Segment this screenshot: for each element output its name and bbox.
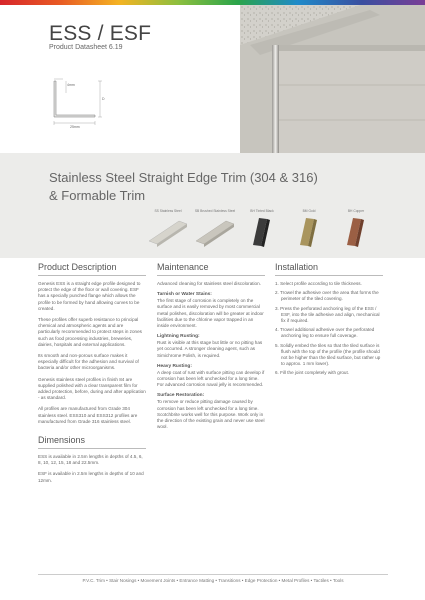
- footer-divider: [38, 574, 388, 575]
- swatch-label: BH Tinted Black: [250, 209, 274, 213]
- maintenance-column: [157, 262, 265, 435]
- swatch-tinted-black: [239, 209, 285, 249]
- profile-sample-icon: [286, 215, 332, 249]
- installation-steps: [275, 281, 383, 377]
- dim-width-label: 25mm: [70, 125, 80, 129]
- footer-product-range: P.V.C. Trim • Stair Nosings • Movement Joints • Entrance Matting • Transitions • Edge Protection • Metal Profiles • Tactiles • Tools: [82, 578, 344, 583]
- product-description-heading: Product Description: [38, 262, 146, 276]
- installation-step: 1. Select profile according to tile thickness.: [275, 281, 362, 286]
- finish-swatches: [145, 209, 380, 254]
- maintenance-paragraph: Rust is visible at this stage but little or no pitting has yet occurred. A stronger cleaning agent, such as Simichrome Polish, is required.: [157, 340, 263, 358]
- product-photo: [240, 5, 425, 153]
- description-paragraph: Genesis ESS is a straight edge profile designed to protect the edge of the floor or wall covering. ESF has a specially punched flange which allows the profile to be formed by hand allowing curves to be created.: [38, 281, 141, 311]
- maintenance-subheading: Tarnish or Water Stains:: [157, 292, 212, 298]
- swatch-brushed-stainless-steel: [192, 209, 238, 249]
- description-paragraph: All profiles are manufactured from Grade 304 stainless steel. ESS310 and ESS312 profiles are manufactured from Grade 316 stainless steel.: [38, 406, 138, 424]
- installation-step: 2. Trowel the adhesive over the area that forms the perimeter of the tiled covering.: [275, 290, 379, 302]
- dimensions-paragraph: ESS is available in 2.5m lengths in depths of 4.5, 6, 8, 10, 12, 15, 18 and 22.5mm.: [38, 454, 143, 466]
- product-name: [49, 169, 349, 205]
- installation-step: 4. Trowel additional adhesive over the perforated anchoring leg to ensure full coverage.: [275, 327, 375, 339]
- page-title: ESS / ESF: [49, 22, 152, 45]
- description-paragraph: Genesis stainless steel profiles in finish 84 are supplied polished with a clear transparent film for added protection, before, during and after application - as standard.: [38, 376, 146, 401]
- swatch-label: SB Brushed Stainless Steel: [194, 209, 236, 213]
- swatch-gold: [286, 209, 332, 249]
- description-paragraph: Its smooth and non-porous surface makes it especially difficult for the adhesion and survival of bacteria and/or other microorganisms.: [38, 353, 139, 371]
- profile-sample-icon: [145, 215, 191, 249]
- swatch-stainless-steel: [145, 209, 191, 249]
- installation-heading: Installation: [275, 262, 383, 276]
- maintenance-heading: Maintenance: [157, 262, 265, 276]
- installation-step: 5. Solidly embed the tiles so that the tiled surface is flush with the top of the profile (the profile should not be higher than the tiled surface, but rather up to approx. 1 mm lower).: [275, 342, 381, 367]
- profile-sample-icon: [239, 215, 285, 249]
- maintenance-paragraph: To remove or reduce pitting damage caused by corrosion has been left unchecked for a long time. Scotchbrite works well for this purpose. Work only in the direction of the existing grain and never use steel wool.: [157, 399, 265, 430]
- dim-height-label: 4mm: [67, 83, 75, 87]
- maintenance-paragraph: A deep coat of rust with surface pitting can develop if corrosion has been left unchecked for a long time. For advanced corrosion naval jelly is recommended.: [157, 369, 265, 388]
- swatch-label: BM Gold: [302, 209, 316, 213]
- swatch-copper: [333, 209, 379, 249]
- profile-sample-icon: [333, 215, 379, 249]
- installation-step: 3. Press the perforated anchoring leg of the ESS / ESF, into the tile adhesive and align, mechanical fix if required.: [275, 305, 380, 324]
- product-name-line-2: & Formable Trim: [49, 188, 146, 203]
- product-description-column: [38, 262, 146, 489]
- swatch-label: BH Copper: [347, 209, 365, 213]
- dim-depth-label: D: [102, 97, 105, 101]
- dimensions-heading: Dimensions: [38, 435, 146, 449]
- product-name-line-1: Stainless Steel Straight Edge Trim (304 & 316): [49, 170, 318, 185]
- profile-cross-section-drawing: [40, 65, 180, 135]
- datasheet-number: Product Datasheet 6.19: [49, 44, 123, 51]
- maintenance-subheading: Heavy Rusting:: [157, 363, 192, 369]
- profile-sample-icon: [192, 215, 238, 249]
- maintenance-subheading: Surface Restoration:: [157, 393, 205, 399]
- installation-column: [275, 262, 383, 380]
- swatch-label: SS Stainless Steel: [154, 209, 182, 213]
- maintenance-subheading: Lightning Rusting:: [157, 334, 200, 340]
- installation-step: 6. Fill the joint completely with grout.: [275, 370, 350, 376]
- maintenance-paragraph: Advanced cleaning for stainless steel discoloration.: [157, 281, 261, 286]
- dimensions-paragraph: ESF is available in 2.5m lengths in depths of 10 and 12mm.: [38, 471, 144, 483]
- description-paragraph: These profiles offer superb resistance to principal chemical and atmospheric agents and are particularly recommended to protect steps in zones such as food processing industries, breweries, dairies, hospitals and external applications.: [38, 317, 142, 347]
- maintenance-paragraph: The first stage of corrosion is completely on the surface and is easily removed by most commercial metal polishes, discoloration will be greater at indoor facilities due to the chlorine vapor trapped in an inside environment.: [157, 298, 264, 329]
